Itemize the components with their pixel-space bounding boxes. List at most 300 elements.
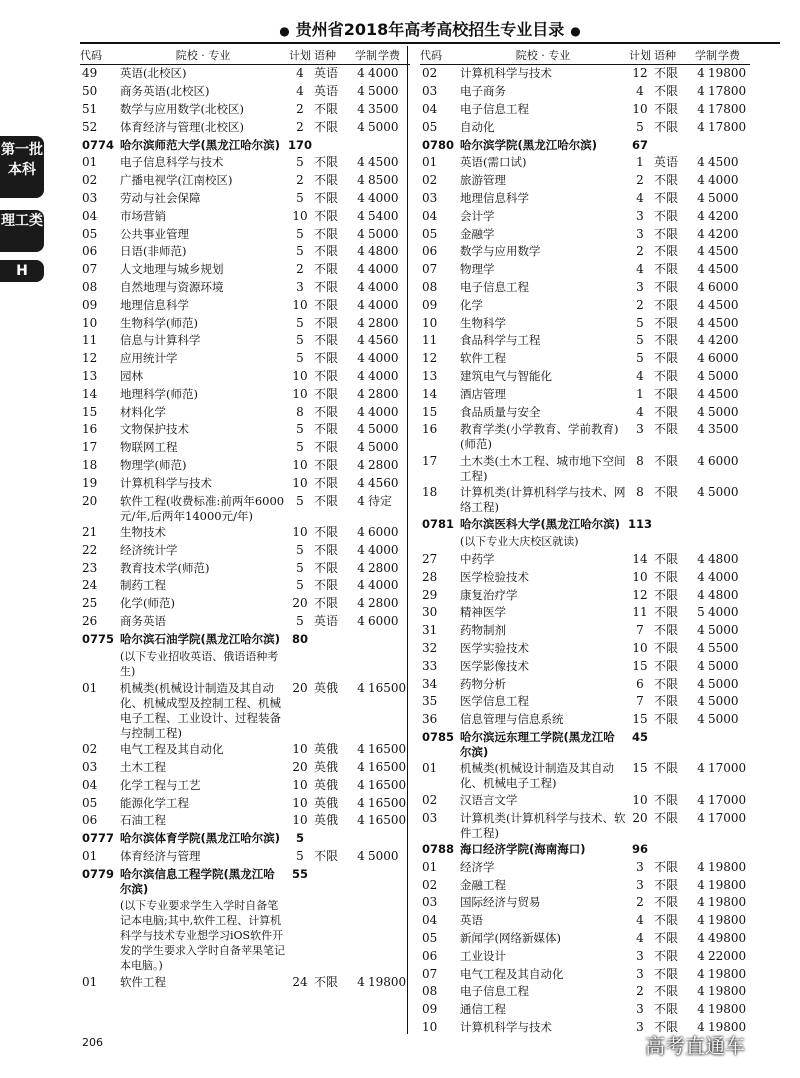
cell-lang: 不限 [654,333,679,348]
cell-lang: 不限 [654,984,679,999]
cell-plan: 10 [632,792,648,807]
cell-lang: 不限 [314,351,339,366]
cell-code [420,534,460,550]
cell-plan: 8 [636,485,644,500]
cell-fee: 2800 [368,596,399,611]
cell-name: 食品质量与安全 [460,404,541,419]
cell-code: 12 [82,351,98,366]
cell-code: 04 [422,208,438,223]
cell-lang [314,867,354,897]
cell-years: 4 [697,569,705,584]
table-row [80,613,410,631]
cell-name: 医学检验技术 [460,569,529,584]
cell-code: 09 [422,1002,438,1017]
cell-years: 4 [697,1020,705,1034]
cell-name: 自动化 [460,119,495,134]
cell-fee: 17000 [708,810,747,825]
cell-fee: 4800 [708,552,739,567]
cell-fee [368,831,410,847]
cell-name: 计算机科学与技术 [460,1020,552,1034]
cell-fee: 4000 [368,297,399,312]
cell-plan: 10 [632,641,648,656]
cell-name: 制药工程 [120,578,166,593]
table-row [80,101,410,119]
cell-code: 06 [82,244,98,259]
cell-years: 4 [357,849,365,864]
cell-code: 01 [422,155,438,170]
cell-plan: 20 [292,760,308,775]
header-plan: 计划 [289,49,311,62]
cell-fee: 19800 [708,1002,747,1017]
cell-fee: 5000 [708,485,739,500]
cell-name: 地理信息科学 [460,190,529,205]
table-row [420,314,750,332]
cell-fee: 19800 [708,895,747,910]
cell-years: 4 [357,404,365,419]
cell-plan: 1 [636,386,644,401]
cell-name: 计算机类(计算机科学与技术、网络工程) [460,485,626,515]
cell-years: 4 [357,155,365,170]
cell-fee: 4500 [708,297,739,312]
cell-name: 信息管理与信息系统 [460,712,564,727]
cell-fee: 4500 [708,262,739,277]
cell-name: 计算机类(计算机科学与技术、软件工程) [460,810,626,840]
cell-code: 07 [422,262,438,277]
cell-code: 20 [82,493,98,508]
cell-plan: 10 [292,475,308,490]
cell-plan: 2 [636,173,644,188]
cell-years: 4 [697,984,705,999]
table-row [420,809,750,840]
cell-lang: 英俄 [314,742,339,757]
cell-years [694,534,708,550]
cell-years: 4 [697,1002,705,1017]
table-row [80,261,410,279]
cell-fee: 5000 [708,623,739,638]
cell-lang: 不限 [314,849,339,864]
cell-years: 4 [357,440,365,455]
cell-code: 02 [422,173,438,188]
cell-code: 0788 [422,842,455,857]
cell-fee: 4000 [708,173,739,188]
table-row [80,492,410,523]
cell-lang: 英语 [654,155,679,170]
cell-fee: 16500 [368,813,407,828]
cell-lang [654,138,694,154]
table-row [80,225,410,243]
cell-code: 26 [82,613,98,628]
cell-plan: 10 [292,297,308,312]
cell-years: 4 [697,676,705,691]
table-row [420,83,750,101]
cell-lang: 不限 [654,694,679,709]
cell-years: 4 [697,66,705,81]
cell-code: 14 [422,386,438,401]
cell-fee: 5000 [708,190,739,205]
cell-plan: 7 [636,623,644,638]
cell-name: 生物技术 [120,524,166,539]
cell-name: 能源化学工程 [120,795,189,810]
cell-plan: 4 [636,190,644,205]
cell-fee: 19800 [708,966,747,981]
cell-name: 化学(师范) [120,596,175,611]
school-row [420,515,750,533]
cell-plan: 6 [636,676,644,691]
cell-plan: 5 [296,351,304,366]
cell-plan: 1 [636,155,644,170]
cell-years: 4 [357,101,365,116]
table-row [80,759,410,777]
cell-name: 信息与计算科学 [120,333,201,348]
cell-name: 软件工程 [460,351,506,366]
table-row [420,640,750,658]
cell-years: 4 [697,877,705,892]
cell-plan: 10 [292,813,308,828]
cell-code: 13 [82,368,98,383]
cell-name: 英语(北校区) [120,66,187,81]
note-row [80,648,410,679]
cell-name: 旅游管理 [460,173,506,188]
cell-name: 公共事业管理 [120,226,189,241]
cell-code: 06 [82,813,98,828]
header-code: 代码 [420,49,442,62]
table-row [420,791,750,809]
cell-lang: 不限 [654,485,679,500]
cell-years: 4 [357,351,365,366]
table-row [80,559,410,577]
cell-lang [314,632,354,648]
cell-plan: 5 [296,333,304,348]
cell-lang: 不限 [654,453,679,468]
table-row [80,973,410,991]
cell-code: 0774 [82,137,115,152]
cell-plan: 2 [636,895,644,910]
cell-years: 4 [697,453,705,468]
cell-code: 10 [82,315,98,330]
cell-lang: 不限 [654,931,679,946]
cell-name: 物理学(师范) [120,457,187,472]
table-row [80,296,410,314]
cell-plan: 10 [292,368,308,383]
cell-name: 电子商务 [460,84,506,99]
cell-fee: 4000 [368,190,399,205]
cell-name: 电子信息工程 [460,984,529,999]
cell-name: 哈尔滨体育学院(黑龙江哈尔滨) [120,831,281,846]
cell-years: 4 [697,244,705,259]
cell-code: 03 [422,810,438,825]
cell-lang [314,831,354,847]
cell-years: 4 [697,966,705,981]
cell-years: 4 [357,680,365,695]
cell-code: 29 [422,587,438,602]
cell-years [694,517,708,533]
cell-name: 市场营销 [120,208,166,223]
cell-fee: 5000 [368,84,399,99]
cell-name: 物理学 [460,262,495,277]
cell-plan: 2 [296,262,304,277]
cell-fee: 2800 [368,315,399,330]
cell-code: 19 [82,475,98,490]
cell-code: 33 [422,658,438,673]
cell-code: 30 [422,605,438,620]
right-column [420,48,750,1036]
cell-name: 经济学 [460,859,495,874]
cell-plan: 80 [291,631,308,646]
table-row [80,776,410,794]
cell-name: 哈尔滨石油学院(黑龙江哈尔滨) [120,631,281,646]
cell-code: 23 [82,560,98,575]
cell-code: 05 [422,119,438,134]
table-row [420,118,750,136]
cell-years: 4 [357,315,365,330]
cell-code: 15 [82,404,98,419]
cell-lang: 不限 [314,542,339,557]
cell-name: 劳动与社会保障 [120,190,201,205]
cell-name: 广播电视学(江南校区) [120,173,233,188]
cell-plan: 14 [632,552,648,567]
cell-code: 09 [422,297,438,312]
cell-name: (以下专业招收英语、俄语语种考生) [120,650,279,679]
cell-code: 03 [422,84,438,99]
table-row [420,332,750,350]
cell-name: 电气工程及其自动化 [460,966,564,981]
cell-plan: 3 [636,208,644,223]
cell-fee: 5000 [708,658,739,673]
cell-plan: 3 [636,1020,644,1034]
cell-plan: 11 [632,605,648,620]
cell-lang: 不限 [654,208,679,223]
cell-code: 02 [422,66,438,81]
cell-plan: 10 [292,795,308,810]
cell-years [694,842,708,858]
cell-years: 4 [357,368,365,383]
table-row [420,484,750,515]
cell-years: 4 [697,761,705,776]
cell-lang: 不限 [314,560,339,575]
cell-name: 数学与应用数学 [460,244,541,259]
table-row [80,172,410,190]
left-column [80,48,410,991]
header-divider [80,42,780,44]
cell-fee: 6000 [368,524,399,539]
cell-code: 04 [422,101,438,116]
cell-name: 人文地理与城乡规划 [120,262,224,277]
cell-code: 08 [422,279,438,294]
table-row [420,930,750,948]
cell-code: 12 [422,351,438,366]
cell-lang: 英语 [314,613,339,628]
cell-code: 06 [422,244,438,259]
header-years: 学制 [355,49,377,62]
cell-fee: 待定 [368,493,393,508]
cell-plan: 113 [627,516,652,531]
cell-plan: 5 [636,315,644,330]
cell-plan: 12 [632,66,648,81]
cell-lang: 不限 [654,877,679,892]
cell-years: 4 [697,173,705,188]
cell-lang: 不限 [314,368,339,383]
cell-plan: 10 [292,457,308,472]
table-row [420,894,750,912]
cell-years: 4 [697,658,705,673]
cell-fee [368,632,410,648]
cell-name: 哈尔滨师范大学(黑龙江哈尔滨) [120,137,281,152]
cell-plan: 10 [632,569,648,584]
cell-lang: 不限 [654,279,679,294]
cell-name: 哈尔滨远东理工学院(黑龙江哈尔滨) [460,730,615,760]
table-row [420,368,750,386]
table-row [80,794,410,812]
cell-lang: 不限 [654,712,679,727]
table-row [420,586,750,604]
table-row [420,190,750,208]
cell-lang: 不限 [654,404,679,419]
cell-code: 0775 [82,631,115,646]
table-row [420,350,750,368]
table-row [80,332,410,350]
cell-fee: 4000 [368,368,399,383]
cell-lang: 不限 [654,761,679,776]
cell-code: 06 [422,948,438,963]
cell-plan: 3 [636,859,644,874]
header-plan: 计划 [629,49,651,62]
cell-name: 教育技术学(师范) [120,560,210,575]
cell-fee: 4800 [368,244,399,259]
cell-name: 汉语言文学 [460,792,518,807]
cell-plan: 96 [631,842,648,857]
cell-years: 4 [357,742,365,757]
cell-fee: 5000 [708,404,739,419]
cell-lang: 不限 [314,457,339,472]
school-row [420,841,750,859]
cell-name: 金融工程 [460,877,506,892]
cell-fee: 5400 [368,208,399,223]
cell-fee [708,138,750,154]
cell-years: 5 [697,605,705,620]
cell-years: 4 [357,813,365,828]
table-row [420,622,750,640]
cell-fee: 16500 [368,777,407,792]
table-row [80,279,410,297]
cell-code: 36 [422,712,438,727]
cell-lang: 不限 [654,569,679,584]
cell-lang: 不限 [654,84,679,99]
cell-fee: 4000 [368,351,399,366]
cell-code: 04 [82,777,98,792]
cell-lang: 不限 [654,658,679,673]
cell-years: 4 [357,596,365,611]
cell-lang: 不限 [314,440,339,455]
cell-years: 4 [357,613,365,628]
cell-fee [368,649,410,679]
cell-plan: 3 [636,279,644,294]
cell-lang: 不限 [314,155,339,170]
cell-fee: 4200 [708,226,739,241]
cell-plan: 4 [296,84,304,99]
cell-code: 15 [422,404,438,419]
cell-years: 4 [357,244,365,259]
cell-lang: 不限 [654,422,679,437]
cell-code: 31 [422,623,438,638]
cell-lang: 不限 [654,913,679,928]
cell-plan: 5 [296,493,304,508]
cell-fee: 16500 [368,795,407,810]
cell-plan: 5 [296,542,304,557]
cell-fee: 4000 [368,262,399,277]
cell-plan: 5 [296,613,304,628]
cell-fee: 19800 [368,974,407,989]
cell-code: 02 [422,792,438,807]
cell-years: 4 [697,208,705,223]
cell-name: 土木工程 [120,760,166,775]
cell-plan: 5 [296,315,304,330]
header-years: 学制 [695,49,717,62]
table-row [420,101,750,119]
cell-years: 4 [357,524,365,539]
cell-plan: 2 [636,244,644,259]
cell-fee: 17800 [708,84,747,99]
cell-years: 4 [357,795,365,810]
table-row [80,154,410,172]
table-row [80,577,410,595]
table-row [420,965,750,983]
table-row [80,595,410,613]
cell-years: 4 [697,623,705,638]
cell-fee: 2800 [368,560,399,575]
table-row [80,403,410,421]
cell-name: 物联网工程 [120,440,178,455]
cell-lang [654,730,694,760]
cell-name: 计算机科学与技术 [120,475,212,490]
cell-years: 4 [357,208,365,223]
cell-years: 4 [357,333,365,348]
table-row [420,172,750,190]
cell-fee: 4560 [368,475,399,490]
cell-fee: 5000 [368,440,399,455]
cell-code: 05 [422,931,438,946]
cell-years: 4 [357,475,365,490]
cell-lang: 不限 [654,119,679,134]
cell-years: 4 [697,913,705,928]
cell-years: 4 [697,552,705,567]
cell-fee: 4500 [368,155,399,170]
cell-code: 07 [82,262,98,277]
cell-code: 21 [82,524,98,539]
cell-name: 地理信息科学 [120,297,189,312]
bullet-icon: ● [570,24,581,38]
cell-code: 16 [82,422,98,437]
cell-fee: 4500 [708,386,739,401]
cell-years [694,730,708,760]
bullet-icon: ● [279,24,290,38]
cell-years [354,831,368,847]
cell-code: 51 [82,101,98,116]
cell-plan: 4 [636,931,644,946]
cell-code: 03 [422,190,438,205]
cell-years: 4 [697,84,705,99]
table-row [420,207,750,225]
cell-years: 4 [697,155,705,170]
cell-lang: 不限 [314,119,339,134]
cell-years: 4 [697,587,705,602]
cell-plan [626,534,654,550]
cell-plan: 24 [292,974,308,989]
cell-name: 文物保护技术 [120,422,189,437]
table-row [80,385,410,403]
table-row [420,983,750,1001]
cell-fee: 4200 [708,333,739,348]
cell-code: 13 [422,368,438,383]
